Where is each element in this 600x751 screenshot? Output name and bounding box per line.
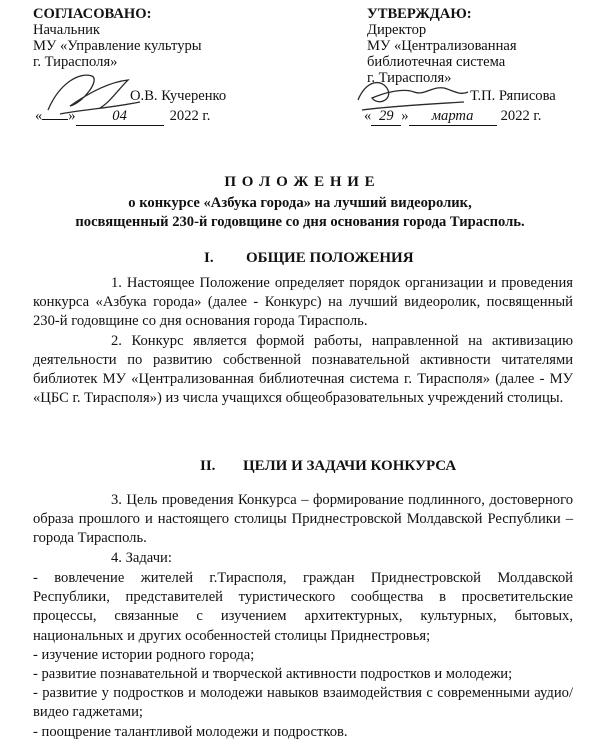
section2-body [33, 491, 573, 568]
paragraph-2: 2. Конкурс является формой работы, направленной на активизацию деятельности по развитию собственной познавательной активности читателями библиотек МУ «Централизованная библиотечная система г. Тирасполя» (далее - МУ «ЦБС г. Тирасполя») из числа учащихся общеобразовательных учреждений столицы. [33, 332, 573, 407]
approved-position-left: Начальник [33, 22, 101, 38]
approved-title-right: УТВЕРЖДАЮ: [367, 6, 472, 22]
tasks-list [33, 569, 573, 742]
date-right: « 29 » марта 2022 г. [364, 108, 542, 124]
month-left: 04 [76, 108, 164, 126]
approval-block-left [33, 6, 202, 70]
paragraph-4: 4. Задачи: [111, 549, 172, 566]
task-item: - развитие у подростков и молодежи навыков взаимодействия с современными аудио/видео гаджетами; [33, 685, 573, 721]
date-left: « » 04 2022 г. [35, 108, 211, 124]
section2-number: II. [200, 458, 216, 474]
section1-number: I. [204, 250, 214, 266]
section2-title: ЦЕЛИ И ЗАДАЧИ КОНКУРСА [243, 458, 457, 474]
approved-city-left: г. Тирасполя» [33, 54, 118, 70]
signer-right: Т.П. Ряписова [470, 88, 556, 104]
signature-right [352, 70, 472, 120]
section1-body [33, 274, 573, 408]
approved-position-right: Директор [367, 22, 427, 38]
signature-left [40, 62, 150, 122]
task-item: - изучение истории родного города; [33, 646, 255, 663]
month-right: марта [409, 108, 497, 126]
signer-left: О.В. Кучеренко [130, 88, 227, 104]
section1-title: ОБЩИЕ ПОЛОЖЕНИЯ [246, 250, 414, 266]
document-heading: П О Л О Ж Е Н И Е [224, 174, 376, 190]
approved-city-right: г. Тирасполя» [367, 70, 452, 86]
task-item: - развитие познавательной и творческой активности подростков и молодежи; [33, 666, 513, 683]
document-subheading-1: о конкурсе «Азбука города» на лучший видеоролик, [128, 195, 472, 211]
day-right: 29 [371, 108, 401, 126]
document-subheading-2: посвященный 230-й годовщине со дня основания города Тирасполь. [75, 214, 525, 230]
approved-org-left: МУ «Управление культуры [33, 38, 202, 54]
paragraph-1: 1. Настоящее Положение определяет порядок организации и проведения конкурса «Азбука города» (далее - Конкурс) на лучший видеоролик, посвященный 230-й годовщине со дня основания города Тирасполь. [33, 275, 573, 330]
task-item: - вовлечение жителей г.Тирасполя, граждан Приднестровской Молдавской Республики, представителей туристического сообщества в просветительские процессы, связанные с изучением архитектурных, культурных, бытовых, национальных и других особенностей столицы Приднестровья; [33, 570, 573, 644]
approved-title-left: СОГЛАСОВАНО: [33, 6, 152, 22]
paragraph-3: 3. Цель проведения Конкурса – формирование подлинного, достоверного образа прошлого и настоящего столицы Приднестровской Молдавской Республики – города Тирасполь. [33, 492, 573, 547]
approved-org-right-2: библиотечная система [367, 54, 506, 70]
approved-org-right: МУ «Централизованная [367, 38, 517, 54]
task-item: - поощрение талантливой молодежи и подростков. [33, 723, 348, 740]
